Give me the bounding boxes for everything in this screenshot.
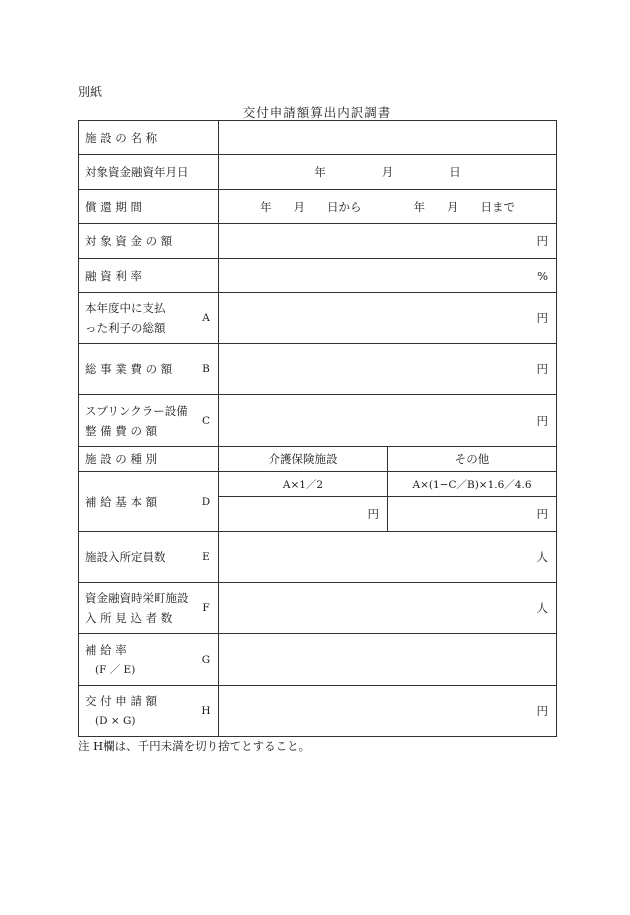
formula-care [219,472,388,497]
letter-b: B [202,363,210,375]
row-application-amount [79,686,557,737]
formula-other [388,472,557,497]
interest-paid-label-line2: った利子の総額 [85,321,166,335]
facility-type-label: 施 設 の 種 別 [85,452,158,466]
interest-rate-field[interactable] [219,259,557,293]
expected-residents-field[interactable] [219,583,557,634]
row-repayment-period [79,190,557,224]
yen-unit: 円 [536,507,548,521]
yen-unit: 円 [536,413,548,428]
letter-h: H [201,705,211,717]
facility-name-label: 施 設 の 名 称 [85,130,158,145]
year-unit: 年 [314,165,326,179]
row-interest-rate [79,259,557,293]
capacity-label: 施設入所定員数 [85,550,166,564]
person-unit: 人 [536,601,548,615]
row-sprinkler-cost [79,395,557,447]
label-cell [79,224,219,259]
label-cell [79,686,219,737]
label-cell [79,472,219,532]
formula-care-text: A×1／2 [282,478,324,491]
label-cell [79,447,219,472]
capacity-field[interactable] [219,532,557,583]
letter-a: A [202,312,210,324]
month-unit: 月 [447,199,459,214]
sprinkler-cost-field[interactable] [219,395,557,447]
supply-rate-field[interactable] [219,634,557,686]
percent-unit: % [537,268,548,283]
day-unit: 日 [449,165,461,179]
letter-d: D [201,495,211,508]
supply-rate-formula: (F ／ E) [95,663,136,676]
label-cell [79,293,219,344]
document-title: 交付申請額算出内訳調書 [242,105,392,120]
loan-amount-field[interactable] [219,224,557,259]
label-cell [79,155,219,190]
year-unit: 年 [260,199,272,214]
repayment-period-label: 償 還 期 間 [85,199,142,214]
interest-rate-label: 融 資 利 率 [85,268,142,283]
application-amount-label: 交 付 申 請 額 [85,694,158,708]
label-cell [79,583,219,634]
interest-paid-field[interactable] [219,293,557,344]
letter-g: G [201,653,211,666]
yen-unit: 円 [536,704,548,718]
other-header: その他 [454,452,490,466]
label-cell [79,344,219,395]
label-cell [79,259,219,293]
label-cell [79,634,219,686]
sprinkler-label-line1: スプリンクラー設備 [85,403,188,418]
sprinkler-label-line2: 整 備 費 の 額 [85,423,158,438]
base-amount-other-field[interactable] [388,497,557,532]
base-amount-label: 補 給 基 本 額 [85,494,158,509]
day-until-unit: 日まで [480,199,515,214]
person-unit: 人 [536,550,548,564]
total-cost-label: 総 事 業 費 の 額 [85,362,173,376]
yen-unit: 円 [536,311,548,325]
row-supply-rate [79,634,557,686]
repayment-period-field[interactable] [219,190,557,224]
row-expected-residents [79,583,557,634]
row-interest-paid [79,293,557,344]
expected-residents-label-line2: 入 所 見 込 者 数 [85,611,173,625]
base-amount-care-field[interactable] [219,497,388,532]
row-total-cost [79,344,557,395]
facility-name-field[interactable] [219,121,557,155]
expected-residents-label-line1: 資金融資時栄町施設 [85,591,189,605]
year-unit: 年 [413,199,425,214]
loan-date-label: 対象資金融資年月日 [85,165,189,179]
yen-unit: 円 [536,362,548,376]
facility-type-col2 [388,447,557,472]
label-cell [79,395,219,447]
month-unit: 月 [293,199,305,214]
care-facility-header: 介護保険施設 [268,452,338,466]
letter-e: E [202,551,210,563]
application-amount-field[interactable] [219,686,557,737]
label-cell [79,190,219,224]
row-capacity [79,532,557,583]
row-loan-amount [79,224,557,259]
month-unit: 月 [381,165,394,179]
row-facility-type [79,447,557,472]
letter-f: F [202,602,210,614]
formula-other-text: A×(1−C／B)×1.6／4.6 [412,478,532,491]
application-amount-formula: (D × G) [95,715,136,727]
row-base-amount-formula [79,472,557,497]
label-cell [79,121,219,155]
application-table [78,120,557,737]
supply-rate-label: 補 給 率 [85,642,127,657]
interest-paid-label-line1: 本年度中に支払 [85,301,166,315]
footnote: 注 H欄は、千円未満を切り捨てとすること。 [78,739,311,753]
total-cost-field[interactable] [219,344,557,395]
facility-type-col1 [219,447,388,472]
label-cell [79,532,219,583]
row-loan-date [79,155,557,190]
attachment-label: 別紙 [78,85,103,99]
yen-unit: 円 [536,234,548,248]
day-from-unit: 日から [327,199,362,214]
loan-date-field[interactable] [219,155,557,190]
yen-unit: 円 [367,507,379,521]
letter-c: C [201,414,211,427]
row-facility-name [79,121,557,155]
loan-amount-label: 対 象 資 金 の 額 [85,234,173,248]
